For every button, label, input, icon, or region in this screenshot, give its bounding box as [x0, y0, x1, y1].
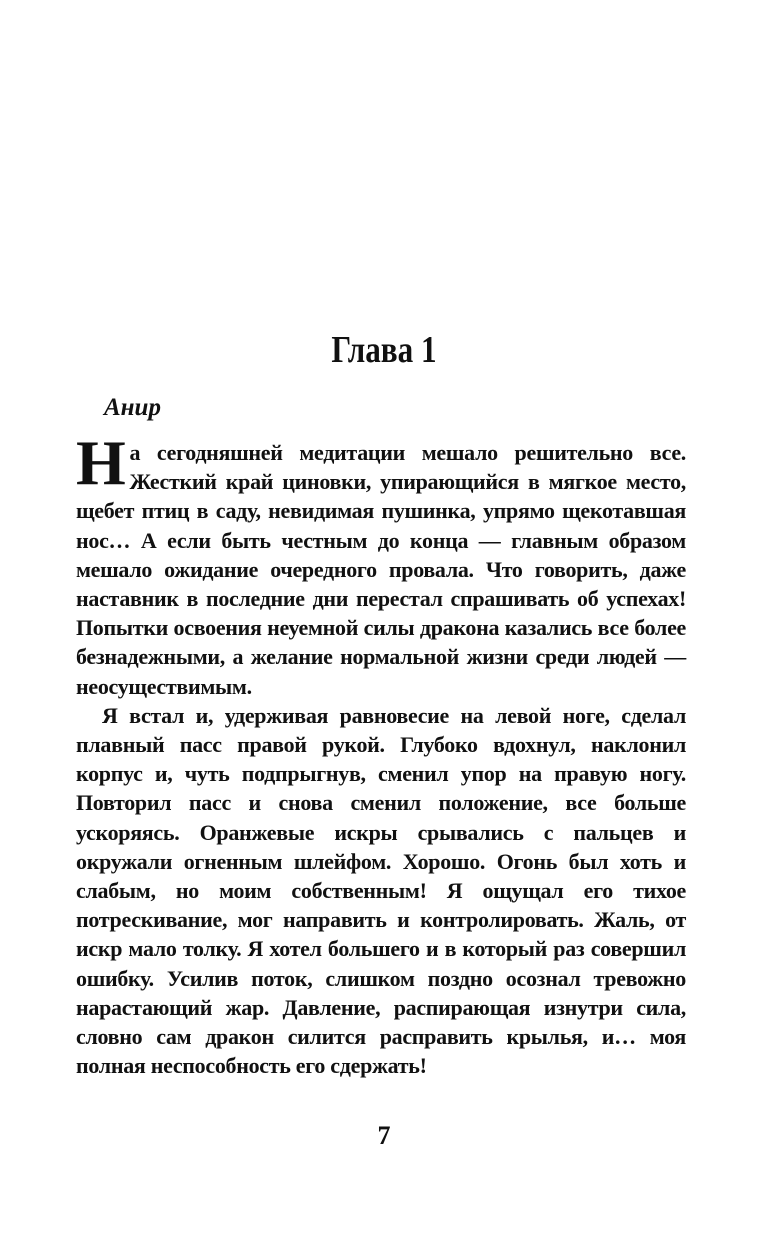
paragraph-1	[76, 427, 686, 701]
page-number: 7	[377, 1121, 391, 1150]
drop-cap: Н	[76, 427, 126, 498]
chapter-body	[76, 427, 686, 1080]
character-name: Анир	[104, 394, 161, 421]
paragraph-1-text: а сегодняшней медитации мешало решительно все. Жесткий край циновки, упирающийся в мягкое место, щебет птиц в саду, невидимая пушинка, упрямо щекотавшая нос… А если быть честным до конца — главным образом мешало ожидание очередного провала. Что говорить, даже наставник в последние дни перестал спрашивать об успехах! Попытки освоения неуемной силы дракона казались все более безнадежными, а желание нормальной жизни среди людей — неосуществимым.	[76, 440, 686, 699]
paragraph-2: Я встал и, удерживая равновесие на левой ноге, сделал плавный пасс правой рукой. Глубоко вдохнул, наклонил корпус и, чуть подпрыгнув, сменил упор на правую ногу. Повторил пасс и снова сменил положение, все больше ускоряясь. Оранжевые искры срывались с пальцев и окружали огненным шлейфом. Хорошо. Огонь был хоть и слабым, но моим собственным! Я ощущал его тихое потрескивание, мог направить и контролировать. Жаль, от искр мало толку. Я хотел большего и в который раз совершил ошибку. Усилив поток, слишком поздно осознал тревожно нарастающий жар. Давление, распирающая изнутри сила, словно сам дракон силится расправить крылья, и… моя полная неспособность его сдержать!	[76, 702, 686, 1079]
chapter-title: Глава 1	[331, 329, 437, 371]
